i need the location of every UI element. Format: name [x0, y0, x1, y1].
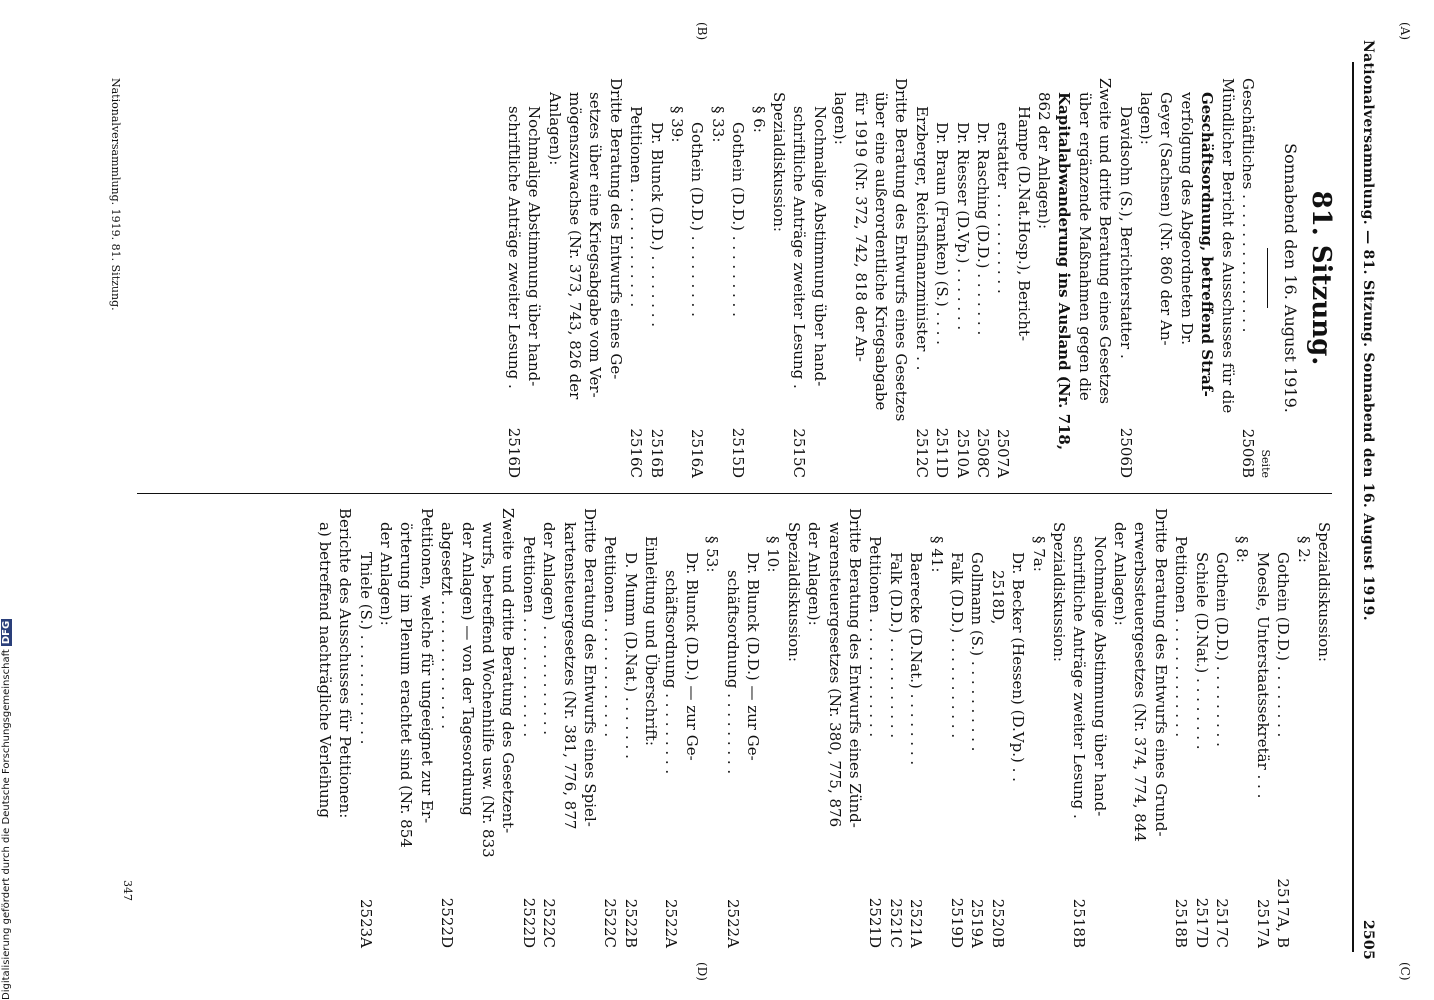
index-entry [1171, 508, 1191, 948]
entry-text: § 8: [1233, 536, 1252, 563]
entry-text: Zweite und dritte Beratung des Gesetzent- [499, 508, 518, 834]
index-entry [646, 78, 666, 478]
margin-mark-b: (B) [695, 22, 709, 41]
entry-text: Falk (D.D.) . . . . . . . . . . . [947, 552, 966, 739]
index-entry [457, 508, 477, 948]
entry-page-ref: 2516A [688, 428, 707, 478]
entry-page-ref: 2506D [1116, 427, 1135, 478]
index-entry [1054, 78, 1074, 478]
entry-text: Gothein (D.D.) . . . . . . . . . [729, 122, 748, 317]
index-entry [335, 508, 355, 948]
entry-text: § 39: [668, 106, 687, 143]
index-entry [1273, 508, 1293, 948]
index-entry [987, 508, 1007, 948]
entry-page-ref: 2523A [356, 898, 375, 948]
entry-text: über eine außerordentliche Kriegsabgabe [871, 92, 890, 411]
entry-text: Dritte Beratung des Entwurfs eines Grund- [1151, 508, 1170, 837]
index-entry [911, 78, 931, 478]
entry-text: örterung im Plenum erachtet sind (Nr. 854 [397, 522, 416, 848]
entry-text: § 6: [749, 106, 768, 133]
entry-text: 862 der Anlagen): [1035, 92, 1054, 230]
index-entry [559, 508, 579, 948]
index-entry [824, 508, 844, 948]
entry-page-ref: 2511D [933, 427, 952, 478]
entry-text: wurfs, betreffend Wochenhilfe usw. (Nr. 833 [478, 522, 497, 858]
left-column [504, 78, 1272, 478]
index-entry [728, 78, 748, 478]
index-entry [544, 78, 564, 478]
entry-text: der Anlagen) . . . . . . . . . . . . [540, 522, 559, 736]
index-entry [850, 78, 870, 478]
index-entry [1232, 508, 1252, 948]
entry-text: Gothein (D.D.) . . . . . . . . . [1213, 552, 1232, 747]
entry-text: Dr. Becker (Hessen) (D.Vp.) . . [1009, 552, 1028, 782]
index-entry [973, 78, 993, 478]
entry-text: lagen): [1137, 92, 1156, 145]
running-header [1360, 40, 1376, 960]
digitization-note [1, 619, 12, 1000]
entry-page-ref: 2522D [438, 897, 457, 948]
entry-text: Spezialdiskussion: [1049, 522, 1068, 662]
entry-text: der Anlagen): [1111, 522, 1130, 626]
entry-text: Dr. Rasching (D.D.) . . . . . . . [973, 122, 992, 336]
index-entry [707, 78, 727, 478]
index-entry [416, 508, 436, 948]
index-entry [809, 78, 829, 478]
running-title: Nationalversammlung. — 81. Sitzung. Sonnabend den 16. August 1919. [1360, 40, 1376, 621]
entry-page-ref: 2516B [647, 428, 666, 478]
index-entry [830, 78, 850, 478]
entry-page-ref: 2519A [968, 898, 987, 948]
entry-text: Nochmalige Abstimmung über hand- [810, 106, 829, 387]
entry-text: Anlagen): [545, 92, 564, 166]
entry-text: Moesle, Unterstaatssekretär . . . [1253, 552, 1272, 799]
entry-text: Dritte Beratung des Entwurfs eines Spiel- [580, 508, 599, 827]
entry-text: Petitionen . . . . . . . . . . . . . [1172, 536, 1191, 738]
index-entry [1314, 508, 1334, 948]
index-entry [355, 508, 375, 948]
index-entry [1028, 508, 1048, 948]
index-entry [1115, 78, 1135, 478]
entry-page-ref: 2512C [912, 428, 931, 478]
index-entry [1212, 508, 1232, 948]
entry-text: erstatter . . . . . . . . . . . [994, 122, 1013, 294]
entry-text: Geschäftliches . . . . . . . . . . . . . . . [1239, 78, 1257, 333]
entry-text: schäftsordnung . . . . . . . . . [662, 570, 681, 775]
index-entry [1150, 508, 1170, 948]
index-entry [437, 508, 457, 948]
entry-text: Falk (D.D.) . . . . . . . . . . . [886, 552, 905, 739]
digitization-text: Digitalisierung gefördert durch die Deutsche Forschungsgemeinschaft [1, 649, 12, 1000]
left-footer: Nationalversammlung. 1919. 81. Sitzung. [109, 78, 122, 311]
entry-text: Spezialdiskussion: [770, 92, 789, 232]
entry-page-ref: 2522A [662, 898, 681, 948]
entry-text: Petitionen . . . . . . . . . . . . . [627, 106, 646, 308]
index-entry [993, 78, 1013, 478]
index-entry [1008, 508, 1028, 948]
index-entry [1197, 78, 1217, 478]
entry-page-ref: 2516C [627, 428, 646, 478]
index-entry [539, 508, 559, 948]
index-entry [932, 78, 952, 478]
dfg-logo: DFG [1, 620, 12, 645]
entry-text: a) betreffend nachträgliche Verleihung [315, 522, 334, 818]
index-entry [743, 508, 763, 948]
index-entry [885, 508, 905, 948]
index-entry [845, 508, 865, 948]
entry-text: § 53: [703, 536, 722, 573]
entry-page-ref: 2522B [621, 898, 640, 948]
index-entry [620, 508, 640, 948]
session-date: Sonnabend den 16. August 1919. [1281, 143, 1300, 413]
entry-page-ref: 2508C [973, 428, 992, 478]
index-entry [600, 508, 620, 948]
entry-text: § 41: [927, 536, 946, 573]
index-entry [1095, 78, 1115, 478]
entry-text: § 10: [764, 536, 783, 573]
entry-text: verfolgung des Abgeordneten Dr. [1177, 92, 1196, 346]
entry-text: abgesetzt . . . . . . . . . . . . . . [438, 522, 457, 730]
index-entry [1049, 508, 1069, 948]
entry-page-ref: 2515C [790, 428, 809, 478]
entry-page-ref: 2518B [1172, 898, 1191, 948]
index-entry [1156, 78, 1176, 478]
entry-text: Zweite und dritte Beratung eines Gesetzes [1096, 78, 1115, 404]
entry-page-ref: 2522A [723, 898, 742, 948]
page-number: 2505 [1360, 919, 1376, 960]
entry-text: Erzberger, Reichsfinanzminister . . [912, 106, 931, 371]
session-title: 81. Sitzung. [1306, 190, 1336, 366]
index-entry [763, 508, 783, 948]
index-entry [804, 508, 824, 948]
index-entry [871, 78, 891, 478]
entry-text: § 33: [708, 106, 727, 143]
index-entry [926, 508, 946, 948]
entry-text: Nochmalige Abstimmung über hand- [525, 106, 544, 387]
entry-text: Dr. Blunck (D.D.) . . . . . . . . [647, 122, 666, 327]
entry-text: über ergänzende Maßnahmen gegen die [1075, 92, 1094, 401]
index-entry [1013, 78, 1033, 478]
index-entry [518, 508, 538, 948]
index-entry [748, 78, 768, 478]
entry-text: § 2: [1294, 536, 1313, 563]
index-entry [1191, 508, 1211, 948]
index-entry [396, 508, 416, 948]
header-rule [1352, 62, 1354, 952]
index-entry [524, 78, 544, 478]
index-entry [687, 78, 707, 478]
entry-text: Spezialdiskussion: [1315, 522, 1333, 662]
entry-text: D. Mumm (D.Nat.) . . . . . . . [621, 552, 640, 759]
index-entry [1069, 508, 1089, 948]
entry-text: Dr. Riesser (D.Vp.) . . . . . . . [953, 122, 972, 331]
index-entry [1089, 508, 1109, 948]
index-entry [606, 78, 626, 478]
index-entry [1110, 508, 1130, 948]
entry-text: Schiele (D.Nat.) . . . . . . . . [1192, 552, 1211, 750]
index-entry [783, 508, 803, 948]
index-entry [641, 508, 661, 948]
entry-text: Dritte Beratung des Entwurfs eines Ge- [606, 78, 625, 380]
index-entry [952, 78, 972, 478]
index-entry [789, 78, 809, 478]
index-entry [626, 78, 646, 478]
entry-text: der Anlagen): [805, 522, 824, 626]
index-entry [1217, 78, 1237, 478]
index-entry [585, 78, 605, 478]
margin-mark-c: (C) [1398, 962, 1412, 981]
entry-text: Petitionen . . . . . . . . . . . . . [866, 536, 885, 738]
index-entry [769, 78, 789, 478]
index-entry [314, 508, 334, 948]
index-entry [967, 508, 987, 948]
entry-text: der Anlagen): [377, 522, 396, 626]
entry-page-ref: 2515D [729, 427, 748, 478]
index-entry [722, 508, 742, 948]
entry-page-ref: 2522C [540, 898, 559, 948]
entry-text: der Anlagen) — von der Tagesordnung [458, 522, 477, 816]
entry-text: Nochmalige Abstimmung über hand- [1090, 536, 1109, 817]
right-entries [314, 508, 1334, 948]
entry-text: Gothein (D.D.) . . . . . . . . [1274, 552, 1293, 738]
index-entry [1238, 78, 1258, 478]
entry-text: § 7a: [1029, 536, 1048, 572]
index-entry [1252, 508, 1272, 948]
right-column [314, 508, 1334, 948]
index-entry [1293, 508, 1313, 948]
entry-text: Einleitung und Überschrift: [642, 536, 661, 746]
index-entry [865, 508, 885, 948]
index-entry [565, 78, 585, 478]
entry-text: Baerecke (D.Nat.) . . . . . . . . [907, 552, 926, 766]
entry-text: erwerbssteuergesetzes (Nr. 374, 774, 844 [1131, 522, 1150, 842]
index-entry [1176, 78, 1196, 478]
entry-text: Berichte des Ausschusses für Petitionen: [336, 508, 355, 819]
entry-text: schriftliche Anträge zweiter Lesung . [1070, 536, 1089, 819]
entry-text: Dr. Braun (Franken) (S.) . . . . [933, 122, 952, 345]
entry-text: warensteuergesetzes (Nr. 380, 775, 876 [825, 522, 844, 828]
entry-text: lagen): [831, 92, 850, 145]
entry-page-ref: 2516D [504, 427, 523, 478]
index-entry [891, 78, 911, 478]
index-entry [661, 508, 681, 948]
right-footer: 347 [121, 880, 134, 901]
entry-text: Gothein (D.D.) . . . . . . . . . [688, 122, 707, 317]
entry-page-ref: 2517C [1213, 898, 1232, 948]
entry-text: Dritte Beratung des Entwurfs eines Zünd- [846, 508, 865, 828]
seite-label: Seite [1259, 449, 1272, 478]
index-entry [498, 508, 518, 948]
index-entry [580, 508, 600, 948]
index-entry [682, 508, 702, 948]
entry-text: Davidsohn (S.), Berichterstatter . [1116, 106, 1135, 359]
entry-text: schäftsordnung . . . . . . . . . [723, 570, 742, 775]
index-entry [376, 508, 396, 948]
entry-page-ref: 2506B [1239, 428, 1257, 478]
index-entry [906, 508, 926, 948]
entry-text: Dr. Blunck (D.D.) — zur Ge- [744, 552, 763, 761]
index-entry [1074, 78, 1094, 478]
entry-text: Dritte Beratung des Entwurfs eines Gesetzes [892, 78, 911, 422]
entry-page-ref: 2507A [994, 428, 1013, 478]
entry-page-ref: 2519D [947, 897, 966, 948]
index-entry [1136, 78, 1156, 478]
index-entry [702, 508, 722, 948]
index-entry [667, 78, 687, 478]
entry-text: Kapitalabwanderung ins Ausland (Nr. 718, [1055, 92, 1074, 451]
entry-text: Geschäftsordnung, betreffend Straf- [1198, 92, 1217, 397]
entry-text: Hampe (D.Nat.Hosp.), Bericht- [1014, 106, 1033, 342]
entry-text: Petitionen . . . . . . . . . . . . . [519, 536, 538, 738]
entry-text: schriftliche Anträge zweiter Lesung . [790, 106, 809, 389]
entry-text: für 1919 (Nr. 372, 742, 818 der An- [851, 92, 870, 362]
entry-text: Petitionen . . . . . . . . . . . . . [601, 536, 620, 738]
entry-text: Mündlicher Bericht des Ausschusses für die [1218, 78, 1237, 414]
entry-text: Thiele (S.) . . . . . . . . . . . . [356, 552, 375, 745]
entry-text: schriftliche Anträge zweiter Lesung . [504, 106, 523, 389]
entry-text: Dr. Blunck (D.D.) — zur Ge- [682, 552, 701, 761]
entry-text: mögenszuwachse (Nr. 373, 743, 826 der [566, 92, 585, 400]
margin-mark-d: (D) [695, 962, 709, 981]
index-entry [1130, 508, 1150, 948]
entry-page-ref: 2510A [953, 428, 972, 478]
entry-page-ref: 2517D [1192, 897, 1211, 948]
index-entry [504, 78, 524, 478]
entry-text: kartensteuergesetzes (Nr. 381, 776, 877 [560, 522, 579, 830]
entry-text: setzes über eine Kriegsabgabe vom Ver- [586, 92, 605, 398]
left-entries [504, 78, 1258, 478]
entry-page-ref: 2521C [886, 898, 905, 948]
entry-page-ref: 2522D [519, 897, 538, 948]
column-divider [137, 493, 1332, 494]
entry-page-ref: 2517A, B [1274, 878, 1293, 948]
entry-page-ref: 2518B [1070, 898, 1089, 948]
index-entry [1034, 78, 1054, 478]
entry-text: 2518D, [988, 570, 1007, 625]
entry-text: Spezialdiskussion: [784, 522, 803, 662]
entry-page-ref: 2521A [907, 898, 926, 948]
entry-text: Gollmann (S.) . . . . . . . . . . [968, 552, 987, 752]
entry-text: Geyer (Sachsen) (Nr. 860 der An- [1157, 92, 1176, 346]
margin-mark-a: (A) [1398, 22, 1412, 41]
entry-page-ref: 2522C [601, 898, 620, 948]
entry-text: Petitionen, welche für ungeeignet zur Er- [417, 508, 436, 824]
entry-page-ref: 2520B [988, 898, 1007, 948]
entry-page-ref: 2521D [866, 897, 885, 948]
index-entry [947, 508, 967, 948]
index-entry [478, 508, 498, 948]
entry-page-ref: 2517A [1253, 898, 1272, 948]
